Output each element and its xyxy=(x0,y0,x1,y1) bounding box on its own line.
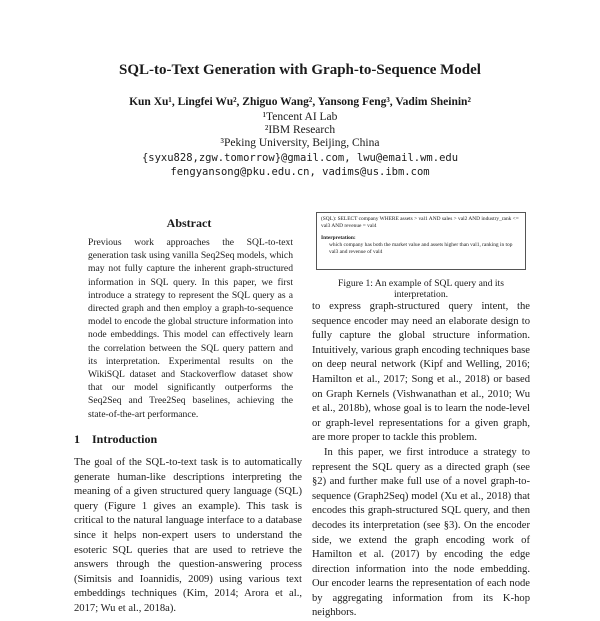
introduction-right-column xyxy=(312,300,530,621)
author-list: Kun Xu¹, Lingfei Wu², Zhiguo Wang², Yansong Feng³, Vadim Sheinin² xyxy=(129,96,471,108)
intro-right-paragraph-2: In this paper, we first introduce a strategy to represent the SQL query as a directed graph (see §2) and further make full use of a novel graph-to-sequence (Graph2Seq) model (Xu et al., 2018) that encodes this graph-structured SQL query, and then decodes its interpretation (see §3). On the encoder side, we extend the graph encoding work of Hamilton et al. (2017) by encoding the edge direction information into the node embedding. Our encoder learns the representation of each node by aggregating information from its K-hop neighbors. xyxy=(312,446,530,619)
figure-sql-query: (SQL): SELECT company WHERE assets > val1 AND sales > val2 AND industry_rank <= val3 AND revenue = val4 xyxy=(321,216,519,229)
figure-interpretation-label: Interpretation: xyxy=(321,235,356,241)
figure-1-box xyxy=(316,212,526,270)
section-number: 1 xyxy=(74,432,80,446)
paper-title: SQL-to-Text Generation with Graph-to-Sequence Model xyxy=(119,62,481,78)
section-title: Introduction xyxy=(92,432,158,446)
email-line-2: fengyansong@pku.edu.cn, vadims@us.ibm.com xyxy=(170,166,430,178)
email-line-1: {syxu828,zgw.tomorrow}@gmail.com, lwu@email.wm.edu xyxy=(141,152,459,164)
abstract-body: Previous work approaches the SQL-to-text generation task using vanilla Seq2Seq models, which may not fully capture the inherent graph-structured information in SQL query. In this paper, we first introduce a strategy to represent the SQL query as a directed graph and then employ a graph-to-sequence model to encode the global structure information into node embeddings. This model can effectively learn the correlation between the SQL query pattern and its interpretation. Experimental results on the WikiSQL dataset and Stackoverflow dataset show that our model significantly outperforms the Seq2Seq and Tree2Seq baselines, achieving the state-of-the-art performance. xyxy=(88,237,293,420)
section-heading xyxy=(74,432,157,447)
affiliation-pku: ³Peking University, Beijing, China xyxy=(220,137,380,149)
figure-interpretation-text: which company has both the market value and assets higher than val1, ranking in top val3 and revenue of val4 xyxy=(329,242,513,255)
intro-right-paragraph-1: to express graph-structured query intent, the sequence encoder may need an elaborate design to fully capture the global structure information. Intuitively, various graph encoding techniques base on deep neural network (Kipf and Welling, 2016; Hamilton et al., 2017; Song et al., 2018) or based on Graph Kernels (Vishwanathan et al., 2010; Wu et al., 2018b), whose goal is to learn the node-level or graph-level representations for a given graph, are more proper to tackle this problem. xyxy=(312,301,530,444)
affiliation-ibm: ²IBM Research xyxy=(264,124,336,136)
abstract-heading: Abstract xyxy=(166,216,212,230)
figure-1-caption: Figure 1: An example of SQL query and its interpretation. xyxy=(338,278,504,300)
affiliation-tencent: ¹Tencent AI Lab xyxy=(262,111,338,123)
introduction-left-column: The goal of the SQL-to-text task is to automatically generate human-like descriptions interpreting the meaning of a given structured query language (SQL) query (Figure 1 gives an example). This task is critical to the natural language interface to a database since it helps non-expert users to understand the esoteric SQL queries that are used to retrieve the answers through the question-answering process (Simitsis and Ioannidis, 2009) using various text embeddings techniques (Kim, 2014; Arora et al., 2017; Wu et al., 2018a). xyxy=(74,457,302,614)
